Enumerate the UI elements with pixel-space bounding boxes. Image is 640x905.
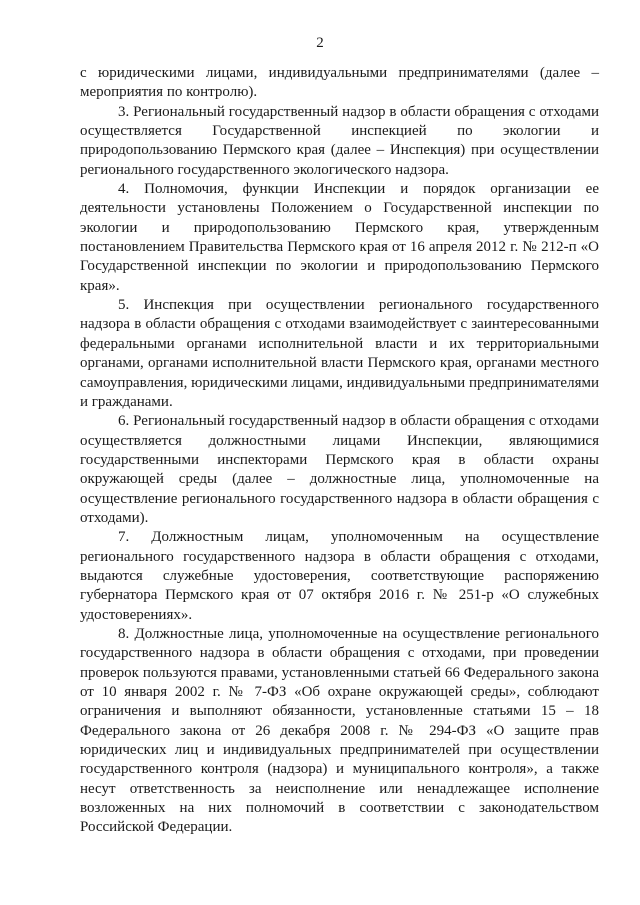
paragraph-8: 8. Должностные лица, уполномоченные на осуществление регионального государственного надзора в области обращения с отходами, при проведении проверок пользуются правами, установленными статьей 66 Федерального закона от 10 января 2002 г. № 7-ФЗ «Об охране окружающей среды», соблюдают ограничения и выполняют обязанности, установленные статьями 15 – 18 Федерального закона от 26 декабря 2008 г. № 294-ФЗ «О защите прав юридических лиц и индивидуальных предпринимателей при осуществлении государственного контроля (надзора) и муниципального контроля», а также несут ответственность за неисполнение или ненадлежащее исполнение возложенных на них полномочий в соответствии с законодательством Российской Федерации.: [80, 625, 599, 836]
document-body: [80, 64, 599, 838]
paragraph-4: 4. Полномочия, функции Инспекции и порядок организации ее деятельности установлены Положением о Государственной инспекции по экологии и природопользованию Пермского края, утвержденным постановлением Правительства Пермского края от 16 апреля 2012 г. № 212-п «О Государственной инспекции по экологии и природопользованию Пермского края».: [80, 181, 599, 294]
paragraph-3: 3. Региональный государственный надзор в области обращения с отходами осуществляется Государственной инспекцией по экологии и природопользованию Пермского края (далее – Инспекция) при осуществлении регионального государственного экологического надзора.: [80, 103, 599, 178]
page-number: 2: [316, 35, 324, 51]
paragraph-5: 5. Инспекция при осуществлении регионального государственного надзора в области обращения с отходами взаимодействует с заинтересованными федеральными органами исполнительной власти и их территориальными органами, органами исполнительной власти Пермского края, органами местного самоуправления, юридическими лицами, индивидуальными предпринимателями и гражданами.: [80, 297, 599, 410]
paragraph-6: 6. Региональный государственный надзор в области обращения с отходами осуществляется должностными лицами Инспекции, являющимися государственными инспекторами Пермского края в области охраны окружающей среды (далее – должностные лица, уполномоченные на осуществление регионального государственного надзора в области обращения с отходами).: [80, 413, 599, 526]
paragraph-continuation: с юридическими лицами, индивидуальными предпринимателями (далее – мероприятия по контролю).: [80, 65, 599, 101]
paragraph-7: 7. Должностным лицам, уполномоченным на осуществление регионального государственного надзора в области обращения с отходами, выдаются служебные удостоверения, соответствующие распоряжению губернатора Пермского края от 07 октября 2016 г. № 251-р «О служебных удостоверениях».: [80, 529, 599, 623]
